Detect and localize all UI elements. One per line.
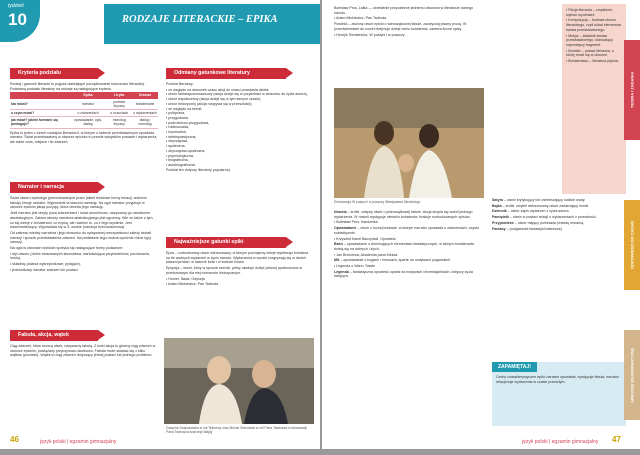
table-cell: narrator <box>70 99 107 110</box>
genre-desc: – utwór o luźnej budowie, w którym narrator opowiada o zdarzeniach, często subiektywnie. <box>334 226 480 235</box>
genre2-term: Fantasy <box>492 226 506 231</box>
genre2-item <box>492 215 626 220</box>
glossary-item: ▪ Fikcja literacka – zmyślenie, wytwór wyobraźni. <box>566 8 614 17</box>
narrator-bullet: • styl utworu (dobór stosowanych słownictwa, wartościująca przymiotników, porównania, ironia), <box>10 251 150 261</box>
genre2-desc: – utwór mający przekazać prawdę moralną. <box>513 220 585 225</box>
genre2-term: Pamiętnik <box>492 215 509 220</box>
genre-desc: – opowiadanie o bogach i herosach, sparte na motywach pogańskich. <box>339 258 452 263</box>
fabula-text: Ciąg zdarzeń, które tworzą utwór, nazywamy fabułą. Z kolei akcja to główny ciąg zdarzeń w utworze epickim, powiązany przyczynowo-skutkowo. Fabuła może składać się z kilku wątków (powieść). Wątek to ciąg zdarzeń dotyczący jednej postaci lub jednego problemu. <box>10 344 156 358</box>
genre2-term: Dziennik <box>492 209 507 214</box>
side-tabs <box>624 0 640 449</box>
photo-caption-right: Ekranizacja W pustyni i w puszczy Władysława Ślesickiego <box>334 200 421 204</box>
odmiany-item: ▪ robinsonada, <box>166 125 190 130</box>
glossary-item: ▪ Motyw – składnik świata przedstawionego, stanowiący najmniejszy fragment. <box>566 33 613 47</box>
week-label: tydzień <box>8 3 24 9</box>
odmiany-tail: Podział ten dotyczy literatury popularnej. <box>166 167 231 172</box>
genre2-desc: – utwór krytykujący lub ośmieszający ludzkie wady. <box>503 198 586 202</box>
table-cell: o uczuciach <box>107 110 132 117</box>
narrator-text <box>10 196 158 274</box>
right-page <box>322 0 640 449</box>
side-tab-teoria[interactable]: TEORIA I ZADANIA <box>624 40 640 140</box>
genre2-desc: – utwór zapis wydarzeń z życia autora. <box>506 209 570 214</box>
glossary-item: ▪ Kompozycja – budowa utworu literackiego, czyli układ elementów świata przedstawionego. <box>566 18 622 32</box>
side-tab-arkusze[interactable]: ARKUSZE EGZAMINACYJNE <box>624 330 640 420</box>
top-text <box>334 6 484 38</box>
genre-desc: – fantastyczna opowieść oparta na motywach chrześcijańskich, dotyczy życia świętych. <box>334 269 473 279</box>
week-badge <box>0 0 40 42</box>
genre2-term: Bajka <box>492 203 502 208</box>
genre2-desc: – utwór w postaci relacji o wydarzeniach z przeszłości. <box>508 215 597 220</box>
table-row <box>10 117 158 128</box>
section-heading-fabula: Fabuła, akcja, wątek <box>10 330 98 341</box>
genre2-item <box>492 227 626 232</box>
genre-example: • Jan Brzechwa, Akademia pana Kleksa <box>334 252 398 257</box>
section-heading-kryteria: Kryteria podziału <box>10 68 98 79</box>
odmiany-item: ▪ biograficzna, <box>166 158 189 163</box>
gatunki-bullet: • Adam Mickiewicz, Pan Tadeusz <box>166 282 219 287</box>
odmiany-item: ▪ kryminalna, <box>166 130 187 135</box>
odmiany-item: ▪ utwór współczesny (akcja dzieje się w tym samym czasie), <box>166 97 262 102</box>
table-cell: o czym mówi? <box>10 110 70 117</box>
criteria-table <box>10 92 158 128</box>
glossary-item: ▪ Bohaterstwo – literatura piękna. <box>566 59 619 64</box>
table-row <box>10 99 158 110</box>
table-cell: o zdarzeniach <box>70 110 107 117</box>
desert-film-photo <box>334 88 484 198</box>
film-still-photo <box>164 338 314 424</box>
odmiany-item: ▪ detektywistyczna, <box>166 134 197 139</box>
glossary-item: ▪ Bohater – postać literacka, o której mówi się w utworze. <box>566 48 614 58</box>
genre2-term: Satyra <box>492 198 503 202</box>
genre-desc: – opowiadanie o dominujących elementach fantastycznych, w którym bohaterowie dzielą się na dobrych i złych. <box>334 242 475 251</box>
gatunki-bullet: • Homer, Iliada, Odyseja <box>166 276 205 281</box>
powiesc-paragraph: Powieść – złożony utwór epicki o wielowątkowej fabule, zazwyczaj pisany prozą. W przeciwieństwie do nowel obejmuje dzieje wielu bohaterów, zawiera liczne opisy. <box>334 22 467 31</box>
genre-list-2 <box>492 198 626 232</box>
genre2-desc: – krótki, zwykle wierszowany utwór zawierający morał. <box>501 203 590 208</box>
odmiany-item: ▪ psychologiczna, <box>166 153 194 158</box>
odmiany-intro: Podział literatury: <box>166 82 194 86</box>
table-cell: bohaterowie <box>132 99 158 110</box>
table-cell: kto mówi? <box>10 99 70 110</box>
photo-caption-left: Grażyna Szapołowska w roli Telimeny oraz Michał Żebrowski w roli Pana Tadeusza w ekranizacji Pana Tadeusza Andrzeja Wajdy <box>166 426 307 435</box>
genre-term: Legenda <box>334 269 349 274</box>
genre2-item <box>492 209 626 214</box>
genre2-term: Przypowieść <box>492 220 514 225</box>
genre-term: Mit <box>334 258 340 263</box>
narrator-bullet: • jednostkowy narrator zdarzeń lub postaci. <box>10 267 79 272</box>
table-header-cell: Epika <box>70 92 107 98</box>
genre2-item <box>492 204 626 209</box>
genre-term: Baśń <box>334 242 343 247</box>
genre-desc: – krótki, zwięzły utwór o jednowątkowej fabule. Akcja skupia się wokół jednego wydarzenia. W noweli występuje niewielu bohaterów, brakuje rozbudowanych opisów. <box>334 210 473 219</box>
table-cell: o wydarzeniach <box>133 111 157 116</box>
section-heading-odmiany: Odmiany gatunkowe literatury <box>166 68 286 79</box>
section-heading-narrator: Narrator i narracja <box>10 182 98 193</box>
odmiany-item: ▪ obyczajowo-społeczna, <box>166 148 206 153</box>
remember-text: Cechy charakterystyczne epiki: narrator opowiada, występuje fabuła, narrator relacjonuje wydarzenia w czasie przeszłym. <box>496 375 619 384</box>
genre2-item <box>492 221 626 226</box>
odmiany-item: ▪ utwór historyczny (akcja rozgrywa się w przeszłości); <box>166 101 253 106</box>
table-cell: opowiadanie, opis, dialog <box>70 117 107 128</box>
kryteria-intro: Rodzaj i gatunek literacki to pojęcia ułatwiające porządkowanie twórczości literackiej. Podstawą podziału literatury na rodzaje są następujące kryteria. <box>10 82 146 91</box>
gatunki-text <box>166 251 312 288</box>
table-cell: dialog i monolog <box>132 117 158 128</box>
narrator-paragraph: Świat utworu epickiego (prezentowanych przez jakieś tekstowe formy kreacji, autorem fabułę) kreuje narrator. Wypowiedź ta stanowi narrację. Na ogół narrator przyjmuje w utworze epickim jakąś pozycję, która określa jego narrację. <box>10 196 147 210</box>
genre-item <box>334 242 484 251</box>
footer-left: język polski | egzamin gimnazjalny <box>40 439 117 445</box>
narrator-paragraph: Jeśli narrator jest ukryty poza zdarzeniami i mówi anonimowo, nazywamy go narratorem abstrakcyjnym. Zakres wiedzy narratora abstrakcyjnego jest ogromny. Wie on także o tym, co się dzieje z bohaterami, co myślą, ale również to, co z tego wyniknie. Jest wszechwiedzący. Wypowiada się w 3. osobie (narracja trzecioosobowa). <box>10 211 154 230</box>
odmiany-item: ▪ podróżniczo-przygodowa, <box>166 120 210 125</box>
page-number-left: 46 <box>10 435 19 444</box>
table-cell: jak mówi? jakimi formami się posługuje? <box>10 117 70 128</box>
top-paragraph: Bolesław Prus, Lalka — określenie przynależne jednemu utworowi w literaturze danego narodu. <box>334 6 474 15</box>
narrator-paragraph: Od zakresu wiedzy narratora i jego stosunku do opisywanej rzeczywistości zależy kształt narracji i sposób przedstawienia zdarzeń. Na podstawie tego można wyróżnić różne typy narracji. <box>10 230 152 245</box>
page-number-right: 47 <box>612 435 621 444</box>
chapter-header <box>104 4 320 44</box>
odmiany-item: ▪ obyczajowa, <box>166 139 189 144</box>
column-left <box>10 82 158 146</box>
genre-example: • Bolesław Prus, Kamizelka <box>334 220 378 225</box>
section-heading-gatunki: Najważniejsze gatunki epiki <box>166 237 286 248</box>
top-bullet: • Adam Mickiewicz, Pan Tadeusz <box>334 16 387 21</box>
table-cell: podmiot liryczny <box>107 99 132 110</box>
left-page <box>0 0 320 449</box>
odmiany-text <box>166 82 312 173</box>
genre-item <box>334 270 484 279</box>
genre-example: • Krzysztof Kamil Baczyński, Opowieść <box>334 236 396 241</box>
narrator-bullet: • składnię (zdania wykrzyknikowe, pytające), <box>10 262 81 267</box>
glossary-list <box>566 8 622 65</box>
odmiany-item: ▪ ze względu na temat: <box>166 106 203 111</box>
odmiany-item: ▪ utwór fantastycznonaukowy (akcja dzieje się w przyszłości w stosunku do życia autora), <box>166 92 308 97</box>
genre-item <box>334 210 484 219</box>
odmiany-item: ▪ autobiograficzna. <box>166 162 196 167</box>
table-header-cell: Liryka <box>107 92 132 98</box>
remember-heading: ZAPAMIĘTAJ! <box>492 362 537 372</box>
genre-term: Nowela <box>334 210 347 214</box>
side-tab-odpowiedzi[interactable]: ODPOWIEDZI DO ZADAŃ <box>624 200 640 290</box>
genre-item <box>334 258 484 263</box>
genre-item <box>334 226 484 235</box>
narrator-paragraph: Na ogół w utworach epickich spotyka się następujące formy podawcze: <box>10 246 124 251</box>
remember-box <box>492 362 626 426</box>
table-row <box>10 110 158 117</box>
gatunki-paragraph: Epopeja – utwór, który w sposób szeroki, pełny ukazuje dzieje pewnej społeczności w przełomowym dla niej momencie historycznym. <box>166 266 303 275</box>
odmiany-item: ▪ polityczna, <box>166 111 186 116</box>
powiesc-bullet: • Henryk Sienkiewicz, W pustyni i w puszczy <box>334 32 405 37</box>
odmiany-item: ▪ przygodowa, <box>166 115 189 120</box>
table-cell: monolog liryczny <box>107 117 132 128</box>
chapter-title: RODZAJE LITERACKIE – EPIKA <box>122 14 278 25</box>
table-header-cell: Dramat <box>132 92 158 98</box>
genre2-item <box>492 198 626 203</box>
kryteria-after: Epika to jeden z trzech rodzajów literackich, w którym o świecie przedstawionym opowiada narrator. Świat przedstawiony w utworze epickim to przede wszystkim postacie i wydarzenia, ale także czas, miejsce i tło zdarzeń. <box>10 130 158 145</box>
odmiany-item: ▪ ze względu na stosunek czasu akcji do czasu powstania dzieła: <box>166 87 270 92</box>
genre-list <box>334 210 484 280</box>
week-number: 10 <box>8 10 27 29</box>
footer-right: język polski | egzamin gimnazjalny <box>522 439 599 445</box>
glossary-box <box>562 4 626 194</box>
genre2-desc: – podgatunek fantastyki baśniowej. <box>505 226 563 231</box>
odmiany-item: ▪ społeczna, <box>166 144 186 149</box>
gatunki-paragraph: Epos – rozbudowany utwór wierszowany, w którym poznajemy dzieje wybitnego bohatera na tle ważnych wydarzeń w życiu narodu. Wydarzenia w eposie rozgrywają się w dwóch płaszczyznach: w świecie ludzi i w świecie bóstw. <box>166 251 309 265</box>
genre-example: • Legenda o Wars i Sawie <box>334 264 376 269</box>
genre-term: Opowiadanie <box>334 226 357 231</box>
